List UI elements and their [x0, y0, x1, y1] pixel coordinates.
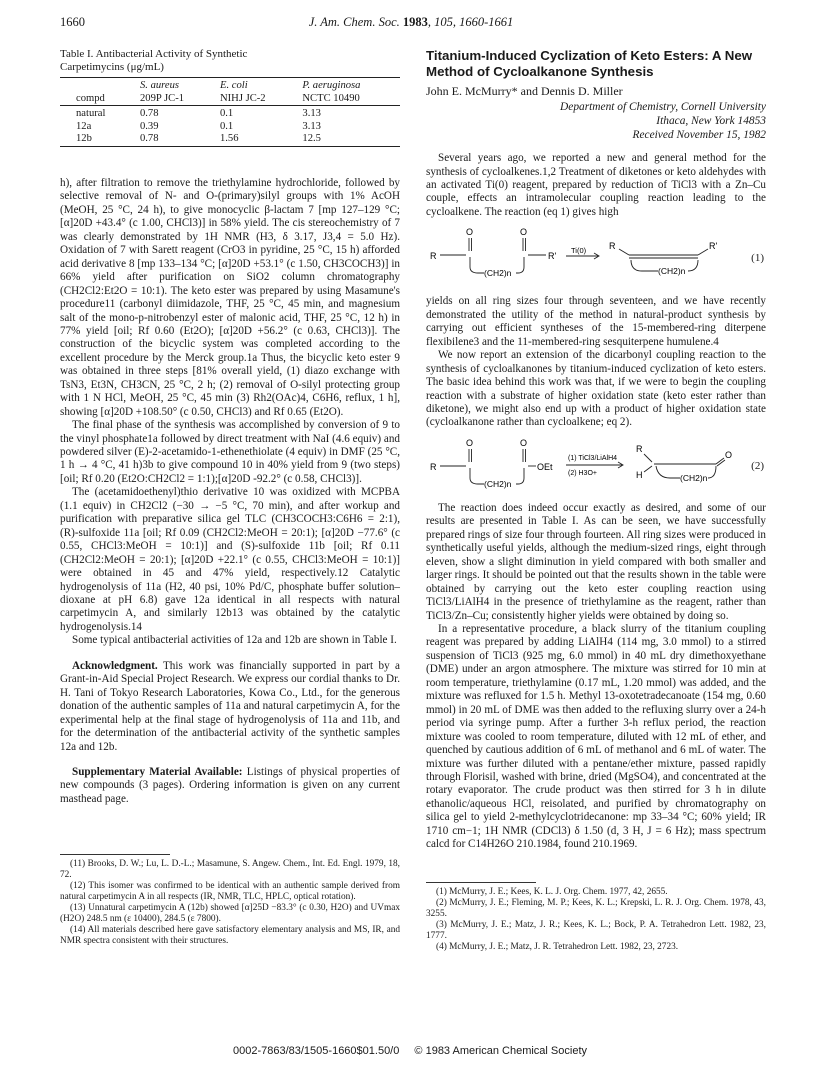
eq2-chain: (CH2)n: [484, 478, 512, 489]
table-row: 12a 0.39 0.1 3.13: [76, 120, 321, 132]
eq1-product-rprime: R': [709, 241, 718, 252]
eq1-o-left: O: [466, 227, 474, 238]
footnote: (14) All materials described here gave satisfactory elementary analysis and MS, IR, and NMR spectra consistent with their structures.: [60, 925, 400, 947]
equation-number: (1): [751, 252, 764, 265]
equation-1: [426, 225, 766, 291]
body-paragraph: The final phase of the synthesis was accomplished by conversion of 9 to the vinyl phosphate1a followed by direct treatment with NaI (4.6 equiv) and powdered silver (E)-2-acetamido-1-ethenethiolate (4 equiv) in DMF (25 °C, 1 h → 4 °C, 41 h)3b to give compound 10 in 40% yield from 9 (two steps) [oil; Rf 0.20 (Et2O:CH2Cl2 = 1:1);[α]20D -92.2° (c 0.58, CHCl3)].: [60, 419, 400, 485]
column-header: 209P JC-1: [136, 93, 216, 106]
eq2-product-chain: (CH2)n: [680, 472, 708, 483]
group-header: S. aureus: [139, 80, 180, 91]
equation-2: [426, 436, 766, 498]
article-title: Titanium-Induced Cyclization of Keto Esters: A New Method of Cycloalkanone Synthesis: [426, 48, 753, 79]
column-header: compd: [60, 93, 136, 106]
eq2-product-o: O: [725, 449, 733, 460]
running-header: [60, 15, 762, 31]
eq2-product-r: R: [636, 443, 643, 454]
eq2-o-right: O: [520, 437, 528, 448]
body-paragraph: The reaction does indeed occur exactly as desired, and some of our results are presented in Table I. As can be seen, we have successfully prepared rings of size four through fourteen. All ring sizes were produced in synthetically useful yields, although the medium-sized rings, eight through eleven, show a slight diminution in yield compared with both smaller and larger rings. It should be pointed out that the results shown in the table were obtained by carrying out the keto ester coupling reaction using TiCl3/LiAlH4 in the presence of triethylamine as the reagent, rather than TiCl3/Zn–Cu; consistently higher yields were obtained by doing so.: [426, 501, 766, 622]
footnote: (4) McMurry, J. E.; Matz, J. R. Tetrahedron Lett. 1982, 23, 2723.: [436, 941, 679, 952]
eq1-r: R: [430, 251, 437, 262]
issn-code: 0002-7863/83/1505-1660$01.50/0: [232, 1045, 400, 1057]
equation-number: (2): [751, 459, 764, 472]
eq2-o-left: O: [466, 437, 474, 448]
eq1-product-chain: (CH2)n: [658, 266, 686, 277]
table-group-header-row: [60, 80, 400, 93]
body-paragraph: h), after filtration to remove the triethylamine hydrochloride, followed by selective removal of N- and O-(primary)silyl groups with 1% AcOH (MeOH, 25 °C, 24 h), to give monocyclic β-lactam 7 [mp 127–129 °C; [α]20D +43.4° (c 1.00, CHCl3)] in 58% yield. The cis stereochemistry of 7 was clearly demonstrated by 1H NMR (H3, δ 3.17, J3,4 = 5.0 Hz). Oxidation of 7 with Sarett reagent (CrO3 in pyridine, 25 °C, 15 h) afforded acid derivative 8 [mp 133–134 °C; [α]20D +53.1° (c 1.50, CH3COCH3)] in 66% yield after purification on SiO2 column chromatography (CH2Cl2:Et2O = 10:1). The keto ester was prepared by using Masamune's procedure11 (carbonyl diimidazole, THF, 25 °C, 45 min, and magnesium salt of the mono-p-nitrobenzyl ester of malonic acid, THF, 25 °C, 12 h) in 77% yield [oil; Rf 0.60 (Et2O); [α]20D +56.2° (c 0.63, CHCl3)]. The construction of the bicyclic system was completed according to the excellent procedure by the Merck group.1a Thus, the bicyclic keto ester 9 was obtained in three steps [81% overall yield, (1) diazo exchange with TsN3, Et3N, CH3CN, 25 °C, 2 h; (2) removal of O-silyl protecting group with 1 N HCl, MeOH, 25 °C, 45 min (3) Rh2(OAc)4, C6H6, reflux, 1 h], showing [α]20D +108.50° (c 0.50, CHCl3) and Rf 0.65 (Et2O).: [60, 176, 400, 418]
table-caption: Table I. Antibacterial Activity of Synthetic Carpetimycins (μg/mL): [60, 48, 248, 73]
eq1-chain: (CH2)n: [484, 268, 512, 279]
equation-2-scheme: [426, 436, 756, 498]
body-paragraph: yields on all ring sizes four through seventeen, and we have recently demonstrated the utility of the method in natural-product synthesis by carrying out efficient syntheses of the 15-membered-ring diterpene flexibilene3 and the 11-membered-ring sesquiterpene humulene.4: [426, 295, 766, 348]
eq1-reagent: Ti(0): [571, 246, 587, 256]
eq2-reagent-1: (1) TiCl3/LiAlH4: [568, 454, 618, 462]
eq2-product-h: H: [636, 469, 643, 480]
eq2-reagent-2: (2) H3O+: [568, 469, 597, 477]
page-footer: [0, 1045, 820, 1057]
column-header: NCTC 10490: [298, 93, 400, 106]
eq1-rprime: R': [548, 251, 557, 262]
body-paragraph: In a representative procedure, a black slurry of the titanium coupling reagent was prepared by adding LiAlH4 (114 mg, 3.0 mmol) to a stirred suspension of TiCl3 (925 mg, 6.0 mmol) in 40 mL dry dimethoxyethane (DME) under an argon atmosphere. The mixture was stirred for 10 min at room temperature, triethylamine (0.17 mL, 1.20 mmol) was added, and the mixture was refluxed for 1.5 h. Methyl 13-oxotetradecanoate (154 mg, 0.60 mmol) in 20 mL of DME was then added to the refluxing slurry over a 24-h period via syringe pump. After a further 3-h reflux period, the reaction mixture was cooled to room temperature, diluted with 12 mL of ether, and quenched by cautious addition of 6 mL of methanol and 6 mL of water. The mixture was further diluted with a pentane/ether mixture, passed rapidly through Florisil, washed with brine, dried (MgSO4), and concentrated at the rotary evaporator. The crude product was then stirred for 3 h in dilute ethanolic/aqueous HCl, reisolated, and purified by chromatography on silica gel to yield 2-methylcyclotridecanone: mp 33–34 °C; 60% yield; IR 1710 cm−1; 1H NMR (CDCl3) δ 1.50 (d, 3 H, J = 6 Hz); mass spectrum calcd for C14H26O 210.1984, found 210.1969.: [426, 622, 766, 851]
antibacterial-table: [60, 77, 400, 147]
received-date: Received November 15, 1982: [632, 128, 766, 141]
equation-1-scheme: [426, 225, 756, 291]
table-column-header-row: [60, 93, 400, 106]
footnote: (3) McMurry, J. E.; Matz, J. R.; Kees, K. L.; Bock, P. A. Tetrahedron Lett. 1982, 23, 1777.: [426, 919, 766, 941]
footnote: (12) This isomer was confirmed to be identical with an authentic sample derived from natural carpetimycin A in all respects (IR, NMR, TLC, HPLC, optical rotation).: [60, 881, 400, 903]
table-row: 12b 0.78 1.56 12.5: [60, 133, 400, 146]
footnote: (1) McMurry, J. E.; Kees, K. L. J. Org. Chem. 1977, 42, 2655.: [436, 886, 668, 897]
footnote: (11) Brooks, D. W.; Lu, L. D.-L.; Masamune, S. Angew. Chem., Int. Ed. Engl. 1979, 18, 72.: [60, 859, 400, 881]
body-paragraph: Several years ago, we reported a new and general method for the synthesis of cycloalkenes.1,2 Treatment of diketones or keto aldehydes with an activated Ti(0) reagent, prepared by reduction of TiCl3 with a Zn–Cu couple, effects an intramolecular coupling reaction leading to the cycloalkene. The reaction (eq 1) gives high: [426, 152, 766, 218]
footnote: (13) Unnatural carpetimycin A (12b) showed [α]25D −83.3° (c 0.30, H2O) and UVmax (H2O) 248.5 nm (ε 10400), 284.5 (ε 7800).: [60, 903, 400, 925]
eq1-o-right: O: [520, 227, 528, 238]
authors: John E. McMurry* and Dennis D. Miller: [426, 84, 623, 98]
column-header: NIHJ JC-2: [216, 93, 298, 106]
left-column: [60, 48, 400, 947]
footnote-rule: [426, 882, 536, 883]
table-row: natural 0.78 0.1 3.13: [76, 108, 321, 120]
right-column: [426, 48, 766, 953]
body-paragraph: Some typical antibacterial activities of 12a and 12b are shown in Table I.: [72, 634, 397, 647]
footnote-rule: [60, 854, 170, 855]
acknowledgment: Acknowledgment. This work was financially supported in part by a Grant-in-Aid Special Project Research. We express our cordial thanks to Dr. H. Tani of Tokyo Research Laboratories, Kowa Co., Ltd., for the generous donation of the authentic samples of 11a and natural carpetimycin A, for the experimental help at the final stage of hydrogenolysis of 11a and 11b, and for the determination of the antibacterial activity of the synthetic samples 12a and 12b.: [60, 659, 401, 753]
copyright: © 1983 American Chemical Society: [414, 1045, 587, 1057]
eq1-product-r: R: [609, 241, 616, 252]
affiliation: Department of Chemistry, Cornell University Ithaca, New York 14853: [560, 101, 766, 128]
group-header: E. coli: [219, 80, 248, 91]
footnote: (2) McMurry, J. E.; Fleming, M. P.; Kees, K. L.; Krepski, L. R. J. Org. Chem. 1978, 43, 3255.: [426, 897, 766, 919]
body-paragraph: The (acetamidoethenyl)thio derivative 10 was oxidized with MCPBA (1.1 equiv) in CH2Cl2 (−30 → −5 °C, 70 min), and after workup and purification with preparative silica gel TLC (CH3COCH3:C6H6 = 2:1), (R)-sulfoxide 11a [oil; Rf 0.09 (CH2Cl2:MeOH = 20:1); [α]20D −77.6° (c 0.55, CHCl3:MeOH = 10:1)] and (S)-sulfoxide 11b [oil; Rf 0.11 (CH2Cl2:MeOH = 20:1); [α]20D +22.1° (c 0.55, CHCl3:MeOH = 10:1)] were obtained in 45 and 47% yield, respectively.12 Catalytic hydrogenolysis of 11a (H2, 40 psi, 10% Pd/C, phosphate buffer solution–dioxane at pH 6.8) gave 12a identical in all respects with natural carpetimycin A, and similarly 12b13 was obtained by the catalytic hydrogenolysis.14: [60, 486, 400, 633]
body-paragraph: We now report an extension of the dicarbonyl coupling reaction to the synthesis of cycloalkanones by titanium-induced cyclization of keto esters. The basic idea behind this work was that, if we were to begin the coupling reaction with a substrate of higher oxidation state (keto ester rather than diketone), we might also end up with a product of higher oxidation state (cycloalkanone rather than cycloalkene; eq 2).: [426, 349, 766, 429]
eq2-oet: OEt: [537, 461, 553, 472]
supplementary-material: Supplementary Material Available: Listings of physical properties of new compounds (3 pages). Ordering information is given on any current masthead page.: [60, 766, 400, 805]
group-header: P. aeruginosa: [302, 80, 361, 91]
page-number: 1660: [60, 15, 85, 29]
journal-citation: J. Am. Chem. Soc. 1983, 105, 1660-1661: [308, 15, 514, 29]
eq2-r: R: [430, 461, 437, 472]
